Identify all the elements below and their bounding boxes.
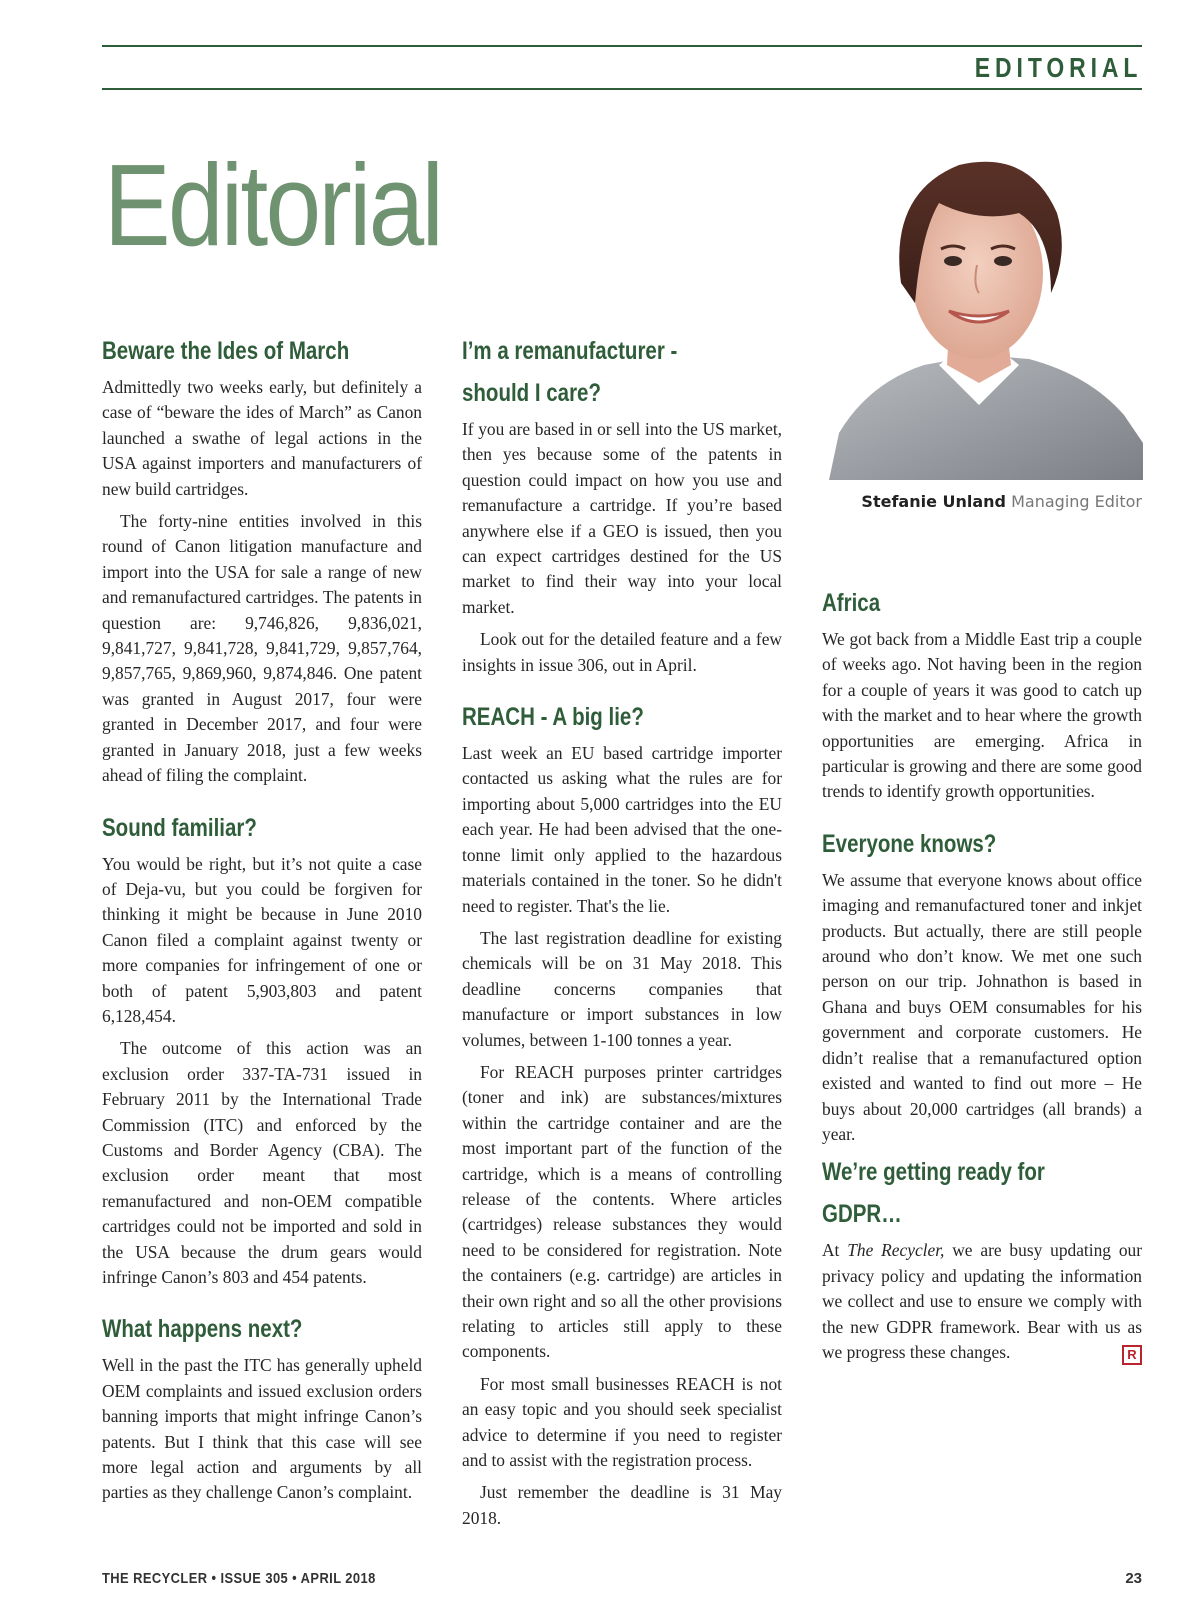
paragraph: You would be right, but it’s not quite a case of Deja-vu, but you could be forgiven for thinking it might be because in June 2010 Canon filed a complaint against twenty or more companies for infringement of one or both of patent 5,903,803 and patent 6,128,454. [102,853,422,1026]
heading-remanufacturer-line1: I’m a remanufacturer - [462,337,678,365]
column-2 [462,333,782,1538]
paragraph: We assume that everyone knows about office imaging and remanufactured toner and inkjet products. But actually, there are still people around who don’t know. We met one such person on our trip. Johnathon is based in Ghana and buys OEM consumables for his government and corporate customers. He didn’t realise that a remanufactured option existed and wanted to find out more – He buys about 20,000 cartridges (all brands) a year. [822,869,1142,1144]
page-title: Editorial [104,140,442,270]
header-rule-top [102,45,1142,47]
heading-ides-of-march: Beware the Ides of March [102,337,350,365]
heading-everyone-knows: Everyone knows? [822,829,997,858]
section-label: EDITORIAL [974,52,1142,83]
heading-gdpr-line2: GDPR… [822,1200,902,1229]
paragraph: Just remember the deadline is 31 May 2018. [462,1482,782,1528]
paragraph: Admittedly two weeks early, but definitely a case of “beware the ides of March” as Canon launched a swathe of legal actions in the USA against importers and manufacturers of new build cartridges. [102,377,422,499]
paragraph: The outcome of this action was an exclusion order 337-TA-731 issued in February 2011 by the International Trade Commission (ITC) and enforced by the Customs and Border Agency (CBA). The exclusion order meant that most remanufactured and non-OEM compatible cartridges could not be imported and sold in the USA because the drum gears would infringe Canon’s 803 and 454 patents. [102,1038,422,1287]
paragraph: Look out for the detailed feature and a few insights in issue 306, out in April. [462,629,782,675]
author-photo [829,143,1143,480]
footer-publication: THE RECYCLER • ISSUE 305 • APRIL 2018 [102,1570,376,1587]
heading-africa: Africa [822,589,881,617]
paragraph: Well in the past the ITC has generally upheld OEM complaints and issued exclusion orders banning imports that might infringe Canon’s patents. But I think that this case will see more legal action and arguments by all parties as they challenge Canon’s complaint. [102,1355,422,1503]
heading-gdpr-line1: We’re getting ready for [822,1158,1045,1187]
publication-name: The Recycler, [847,1240,945,1261]
paragraph: Last week an EU based cartridge importer contacted us asking what the rules are for importing about 5,000 cartridges into the EU each year. He had been advised that the one-tonne limit only applied to the hazardous materials contained in the toner. So he didn't need to register. That's the lie. [462,743,782,916]
heading-what-happens-next: What happens next? [102,1315,303,1344]
page-number: 23 [1125,1570,1142,1587]
paragraph: If you are based in or sell into the US market, then yes because some of the patents in question could impact on how you use and remanufacture a cartridge. If you’re based anywhere else if a GEO is issued, then you can expect cartridges destined for the US market to find their way into your local market. [462,419,782,617]
header-rule-bottom [102,88,1142,90]
author-name: Stefanie Unland [861,492,1007,511]
column-1 [102,333,422,1513]
paragraph: For most small businesses REACH is not an easy topic and you should seek specialist advice to determine if you need to register and to assist with the registration process. [462,1373,782,1471]
author-caption [861,492,1142,511]
heading-reach: REACH - A big lie? [462,703,644,732]
paragraph: The forty-nine entities involved in this round of Canon litigation manufacture and import into the USA for sale a range of new and remanufactured cartridges. The patents in question are: 9,746,826, 9,836,021, 9,841,727, 9,841,728, 9,841,729, 9,857,764, 9,857,765, 9,869,960, 9,874,846. One patent was granted in August 2017, four were granted in December 2017, and four were granted in January 2018, just a few weeks ahead of filing the complaint. [102,511,422,786]
column-3 [822,585,1142,1372]
author-portrait-image [829,143,1143,480]
heading-sound-familiar: Sound familiar? [102,813,257,842]
author-role: Managing Editor [1011,492,1142,511]
heading-remanufacturer-line2: should I care? [462,379,601,407]
paragraph: The last registration deadline for existing chemicals will be on 31 May 2018. This deadline concerns companies that manufacture or import substances in low volumes, between 1-100 tonnes a year. [462,927,782,1050]
paragraph: We got back from a Middle East trip a couple of weeks ago. Not having been in the region for a couple of years it was good to catch up with the market and to hear where the growth opportunities are emerging. Africa in particular is growing and there are some good trends to identify growth opportunities. [822,629,1142,802]
paragraph: For REACH purposes printer cartridges (toner and ink) are substances/mixtures within the cartridge container and are the most important part of the function of the cartridge, which is a means of controlling release of the contents. Where articles (cartridges) release substances they would need to be considered for registration. Note the containers (e.g. cartridge) are articles in their own right and so all the other provisions relating to articles still apply to these components. [462,1061,782,1362]
recycler-logo-icon: R [1122,1345,1142,1365]
paragraph-gdpr: At The Recycler, we are busy updating our privacy policy and updating the information we collect and use to ensure we comply with the new GDPR framework. Bear with us as we progress these changes. R [822,1238,1142,1365]
